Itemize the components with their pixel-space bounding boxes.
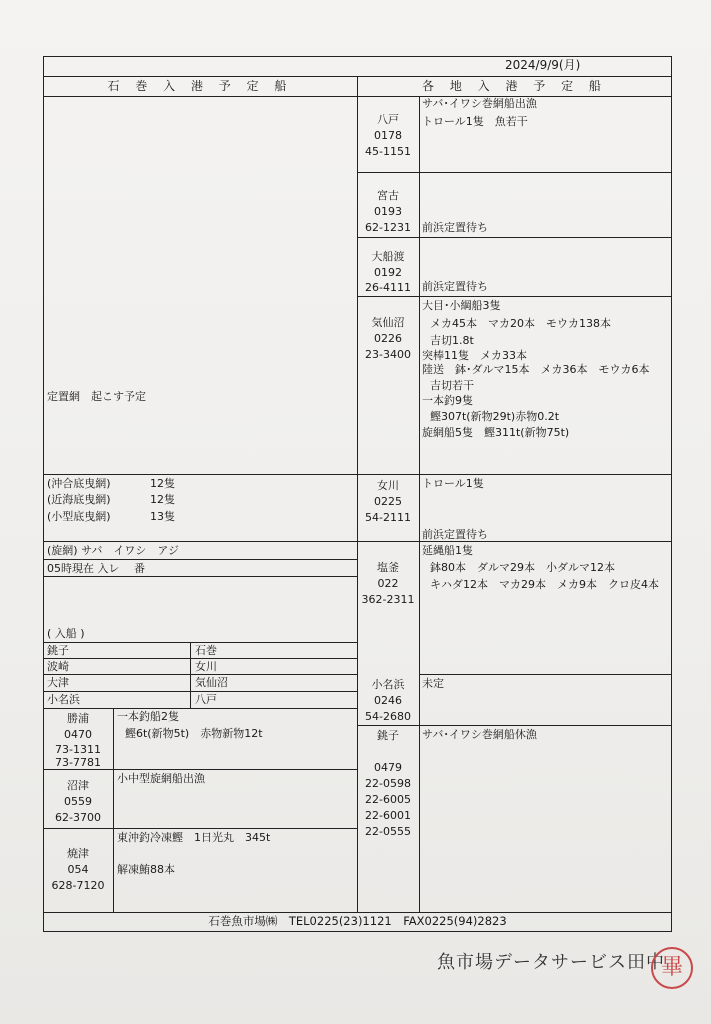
port-note: 吉切若干 [430,379,474,392]
seal-stamp: 畢 [651,947,693,989]
entry-title: ( 入船 ) [47,627,85,640]
port-note: 前浜定置待ち [422,280,488,293]
port-phone: 73-1311 [55,743,101,756]
port-note: 東沖釣冷凍鰹 1日光丸 345t [117,831,271,844]
port-note: トロール1隻 魚若干 [422,115,528,128]
port-note: 解凍鮪88本 [117,863,175,876]
purse-seine-status: 05時現在 入レ 番 [47,562,145,575]
grid-port: 女川 [195,660,217,673]
port-phone: 22-0598 [365,777,411,790]
port-note: 吉切1.8t [430,334,474,347]
port-phone: 23-3400 [365,348,411,361]
port-name: 沼津 [67,779,89,792]
port-phone: 0559 [64,795,92,808]
trawl-count: 12隻 [150,493,175,506]
port-phone: 0225 [374,495,402,508]
trawl-label: (沖合底曳網) [47,477,111,490]
grid-port: 気仙沼 [195,676,228,689]
port-note: 延縄船1隻 [422,544,473,557]
grid-port: 銚子 [47,644,69,657]
port-name: 銚子 [377,729,399,742]
purse-seine-title: (旋網) サバ イワシ アジ [47,544,179,557]
port-name: 焼津 [67,847,89,860]
port-phone: 054 [67,863,89,876]
port-note: 鉢80本 ダルマ29本 小ダルマ12本 [430,561,615,574]
footer-contact: 石巻魚市場㈱ TEL0225(23)1121 FAX0225(94)2823 [208,914,507,928]
port-note: 一本釣船2隻 [117,710,179,723]
port-note: 小中型旋網船出漁 [117,772,205,785]
trawl-count: 13隻 [150,510,175,523]
port-note: メカ45本 マカ20本 モウカ138本 [430,317,611,330]
port-phone: 0226 [374,332,402,345]
port-note: 未定 [422,677,444,690]
signature: 魚市場データサービス田中 [437,952,665,973]
port-note: 鰹307t(新物29t)赤物0.2t [430,410,560,423]
grid-port: 波崎 [47,660,69,673]
port-name: 小名浜 [371,678,405,691]
trawl-label: (小型底曳網) [47,510,111,523]
port-note: 一本釣9隻 [422,394,473,407]
port-phone: 0178 [374,129,402,142]
port-name: 女川 [377,479,399,492]
port-name: 勝浦 [67,712,89,725]
trawl-label: (近海底曳網) [47,493,111,506]
port-phone: 0470 [64,728,92,741]
port-name: 大船渡 [371,250,405,263]
port-note: キハダ12本 マカ29本 メカ9本 クロ皮4本 [430,578,659,591]
port-note: 大目･小綱船3隻 [422,299,501,312]
port-phone: 628-7120 [51,879,105,892]
port-phone: 73-7781 [55,756,101,769]
port-phone: 62-1231 [365,221,411,234]
port-phone: 54-2680 [365,710,411,723]
port-note: サバ･イワシ巻網船出漁 [422,97,537,110]
port-phone: 45-1151 [365,145,411,158]
port-phone: 022 [377,577,399,590]
port-name: 八戸 [377,113,399,126]
grid-port: 小名浜 [47,693,80,706]
grid-port: 八戸 [195,693,217,706]
set-net-note: 定置網 起こす予定 [47,390,146,403]
port-name: 気仙沼 [371,316,405,329]
regional-header: 各 地 入 港 予 定 船 [422,79,607,93]
port-phone: 54-2111 [365,511,411,524]
port-name: 塩釜 [377,561,399,574]
ishinomaki-header: 石 巻 入 港 予 定 船 [107,79,293,93]
port-phone: 62-3700 [55,811,101,824]
port-phone: 0479 [374,761,402,774]
port-phone: 22-6005 [365,793,411,806]
port-note: 旋網船5隻 鰹311t(新物75t) [422,426,570,439]
port-phone: 26-4111 [365,281,411,294]
port-note: サバ･イワシ巻網船休漁 [422,728,537,741]
port-phone: 22-0555 [365,825,411,838]
port-note: 突棒11隻 メカ33本 [422,349,527,362]
trawl-count: 12隻 [150,477,175,490]
port-note: 前浜定置待ち [422,528,488,541]
port-phone: 0192 [374,266,402,279]
port-phone: 0246 [374,694,402,707]
grid-port: 石巻 [195,644,217,657]
report-date: 2024/9/9(月) [505,58,581,72]
port-phone: 22-6001 [365,809,411,822]
port-phone: 0193 [374,205,402,218]
port-note: トロール1隻 [422,477,484,490]
port-phone: 362-2311 [361,593,415,606]
port-note: 陸送 鉢･ダルマ15本 メカ36本 モウカ6本 [422,363,650,376]
grid-port: 大津 [47,676,69,689]
port-note: 前浜定置待ち [422,221,488,234]
port-note: 鰹6t(新物5t) 赤物新物12t [125,727,263,740]
port-name: 宮古 [377,189,399,202]
